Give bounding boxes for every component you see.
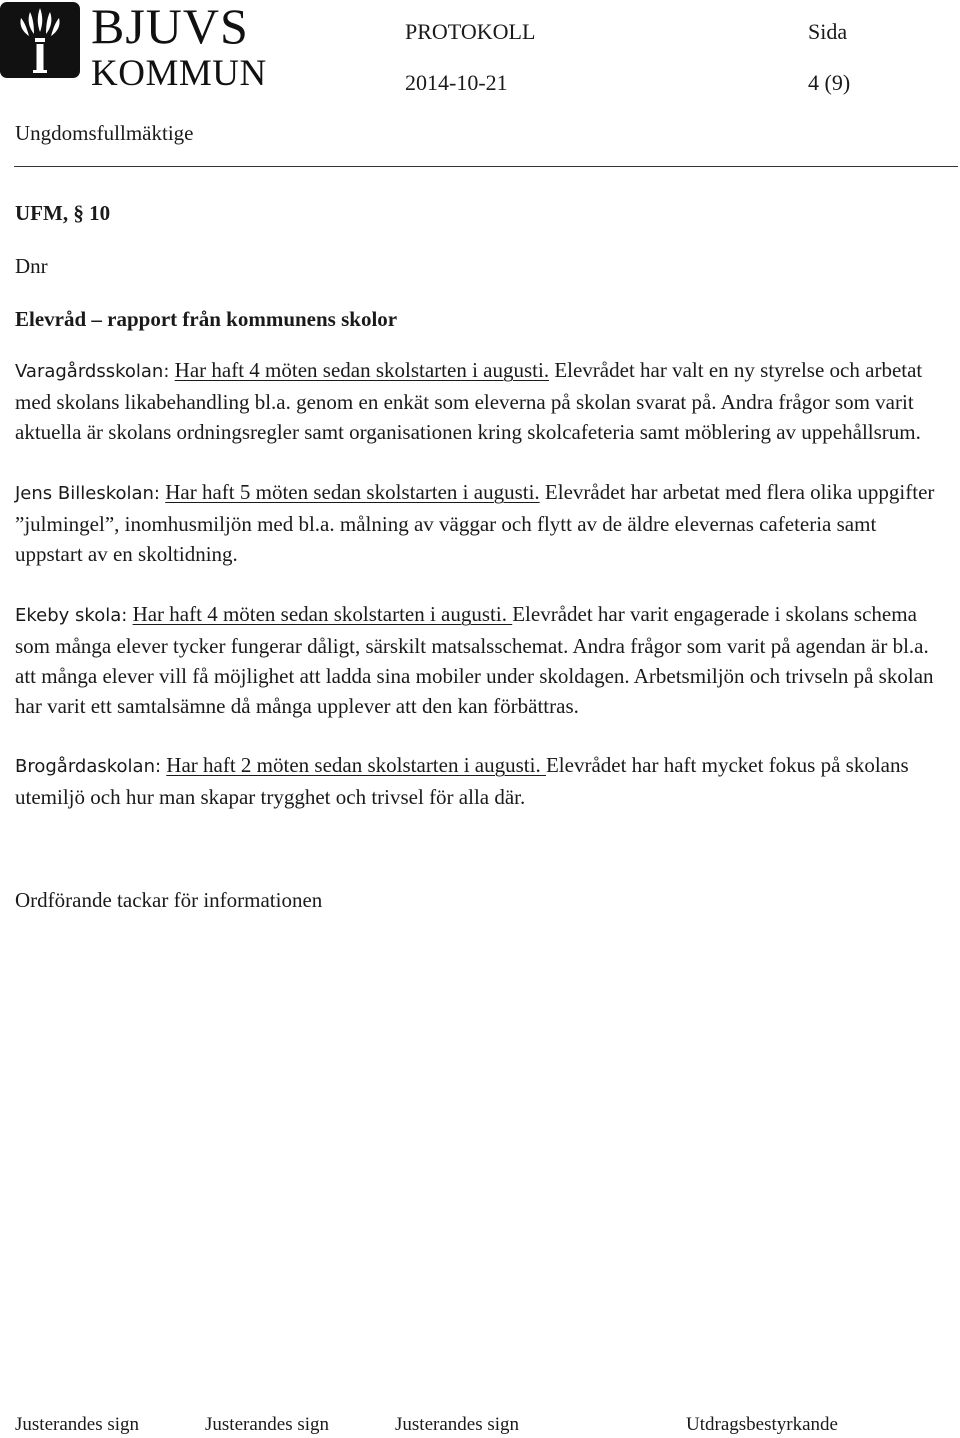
report-text: Elevrådet har varit engagerade i skolans schema som många elever tycker fungerar dåligt, särskilt matsalsschemat. Andra frågor som varit på agendan är bl.a. att många elever vill få möjlighet att ladda sina mobiler under skoldagen. Arbetsmiljön och trivseln på skolan har varit ett samtalsämne då många upplever att den kan förbättras.	[15, 602, 934, 718]
meeting-summary: Har haft 4 möten sedan skolstarten i augusti.	[132, 602, 513, 626]
meeting-date: 2014-10-21	[405, 70, 508, 95]
item-number: UFM, § 10	[15, 201, 111, 225]
meeting-summary: Har haft 2 möten sedan skolstarten i augusti.	[166, 753, 546, 777]
item-title: Elevråd – rapport från kommunens skolor	[15, 307, 398, 331]
school-name: Jens Billeskolan:	[15, 483, 160, 504]
report-text: Elevrådet har arbetat med flera olika uppgifter ”julmingel”, inomhusmiljön med bl.a. målning av väggar och flytt av de äldre elevernas cafeteria samt uppstart av en skoltidning.	[15, 480, 935, 566]
torch-logo-icon	[0, 2, 80, 78]
closing-statement: Ordförande tackar för informationen	[15, 888, 323, 912]
header-divider	[14, 166, 958, 167]
page-number: 4 (9)	[808, 70, 851, 95]
document-type: PROTOKOLL	[405, 19, 536, 44]
municipality-logo	[0, 0, 267, 102]
report-ekeby-skola	[15, 599, 940, 721]
logo-name: BJUVS	[91, 0, 249, 54]
report-jens-billeskolan	[15, 477, 940, 569]
page-label: Sida	[808, 19, 848, 44]
signature-box-2: Justerandes sign	[205, 1414, 330, 1435]
school-name: Varagårdsskolan:	[15, 361, 170, 382]
meeting-summary: Har haft 4 möten sedan skolstarten i augusti.	[174, 358, 550, 382]
report-brogardaskolan	[15, 750, 940, 812]
logo-subtitle: KOMMUN	[91, 53, 267, 94]
signature-box-3: Justerandes sign	[395, 1414, 520, 1435]
school-name: Ekeby skola:	[15, 605, 128, 626]
committee-name: Ungdomsfullmäktige	[15, 121, 194, 145]
dnr-label: Dnr	[15, 254, 48, 278]
signature-box-1: Justerandes sign	[15, 1414, 140, 1435]
certification-box: Utdragsbestyrkande	[686, 1414, 838, 1435]
school-name: Brogårdaskolan:	[15, 756, 162, 777]
report-varagardsskolan	[15, 355, 940, 447]
protocol-body	[15, 198, 940, 915]
report-text: Elevrådet har valt en ny styrelse och arbetat med skolans likabehandling bl.a. genom en enkät som eleverna på skolan svarat på. Andra frågor som varit aktuella är skolans ordningsregler samt organisationen kring skolcafeteria samt möblering av uppehållsrum.	[15, 358, 923, 444]
report-text: Elevrådet har haft mycket fokus på skolans utemiljö och hur man skapar trygghet och trivsel för alla där.	[15, 753, 909, 809]
meeting-summary: Har haft 5 möten sedan skolstarten i augusti.	[165, 480, 540, 504]
